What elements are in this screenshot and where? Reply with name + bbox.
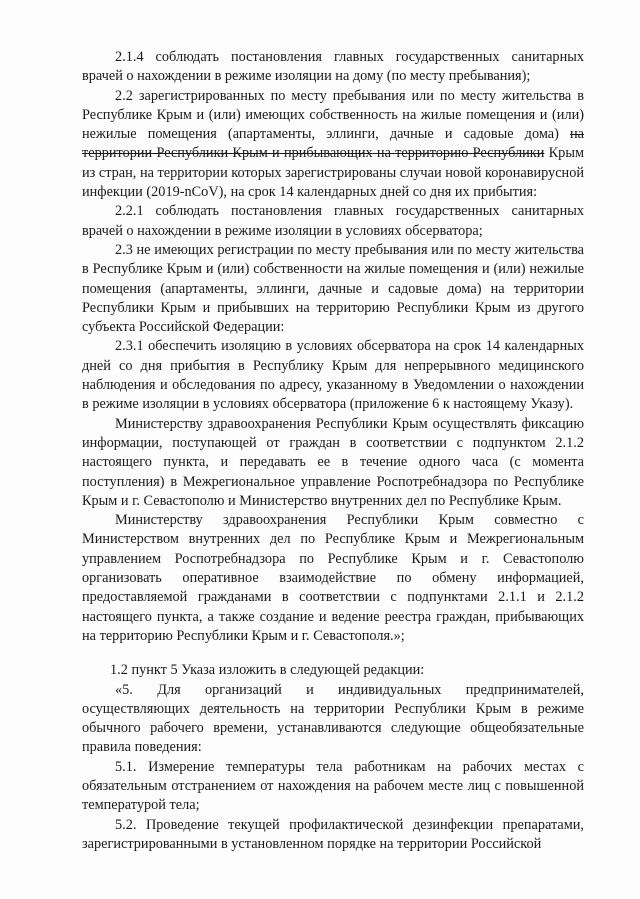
paragraph-ministry-fixation: Министерству здравоохранения Республики Крым осуществлять фиксацию информации, поступающей от граждан в соответствии с подпунктом 2.1.2 настоящего пункта, и передавать ее в течение одного часа (с момента поступления) в Межрегиональное управление Роспотребнадзора по Республике Крым и г. Севастополю и Министерство внутренних дел по Республике Крым. — [82, 415, 584, 509]
paragraph-5: «5. Для организаций и индивидуальных предпринимателей, осуществляющих деятельность на территории Республики Крым в режиме обычного рабочего времени, устанавливаются следующие общеобязательные правила поведения: — [82, 681, 584, 756]
paragraph-5-2: 5.2. Проведение текущей профилактической дезинфекции препаратами, зарегистрированными в установленном порядке на территории Российской — [82, 816, 584, 852]
paragraph-2-2 — [82, 87, 584, 203]
paragraph-1-2: 1.2 пункт 5 Указа изложить в следующей редакции: — [110, 662, 425, 679]
paragraph-2-2-1: 2.2.1 соблюдать постановления главных государственных санитарных врачей о нахождении в режиме изоляции в условиях обсерватора; — [82, 203, 584, 239]
paragraph-2-2-part-a: 2.2 зарегистрированных по месту пребывания или по месту жительства в Республике Крым и (или) имеющих собственность на жилые помещения и (или) нежилые помещения (апартаменты, эллинги, дачные и садовые дома) — [82, 87, 584, 143]
paragraph-2-2-part-c: Крым из стран, на территории которых зарегистрированы случаи новой коронавирусной инфекции (2019-nCoV), на срок 14 календарных дней со дня их прибытия: — [82, 145, 584, 201]
paragraph-2-2-struck-text: на территории Республики Крым и прибывающих на территорию Республики — [82, 126, 584, 162]
paragraph-2-3-1: 2.3.1 обеспечить изоляцию в условиях обсерватора на срок 14 календарных дней со дня прибытия в Республику Крым для непрерывного медицинского наблюдения и обследования по адресу, указанному в Уведомлении о нахождении в режиме изоляции в условиях обсерватора (приложение 6 к настоящему Указу). — [82, 338, 584, 413]
paragraph-5-1: 5.1. Измерение температуры тела работникам на рабочих местах с обязательным отстранением от нахождения на рабочем месте лиц с повышенной температурой тела; — [82, 758, 584, 814]
paragraph-2-3: 2.3 не имеющих регистрации по месту пребывания или по месту жительства в Республике Крым и (или) собственности на жилые помещения и (или) нежилые помещения (апартаменты, эллинги, дачные и садовые дома) на территории Республики Крым и прибывших на территорию Республики Крым из другого субъекта Российской Федерации: — [82, 241, 584, 336]
paragraph-gap — [82, 646, 584, 661]
paragraph-2-1-4: 2.1.4 соблюдать постановления главных государственных санитарных врачей о нахождении в режиме изоляции на дому (по месту пребывания); — [82, 49, 584, 85]
paragraph-ministry-cooperation: Министерству здравоохранения Республики Крым совместно с Министерством внутренних дел по Республике Крым и Межрегиональным управлением Роспотребнадзора по Республике Крым и г. Севастополю организовать оперативное взаимодействие по обмену информацией, предоставляемой гражданами в соответствии с подпунктами 2.1.1 и 2.1.2 настоящего пункта, а также создание и ведение реестра граждан, прибывающих на территорию Республики Крым и г. Севастополя.»; — [82, 512, 584, 644]
document-body — [82, 48, 584, 854]
